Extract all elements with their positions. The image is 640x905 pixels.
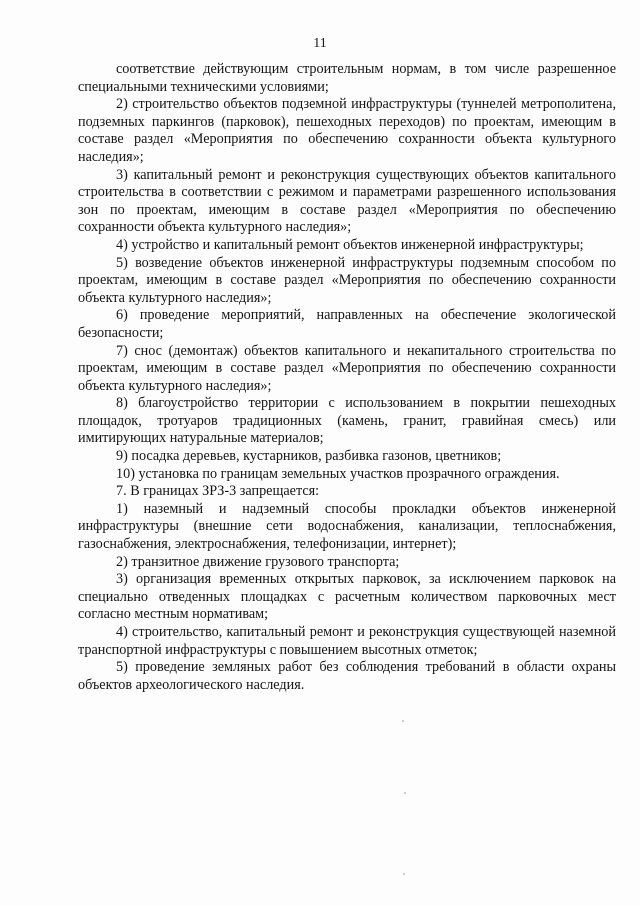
paragraph-prohibited-5: 5) проведение земляных работ без соблюдения требований в области охраны объектов археологического наследия. <box>78 659 616 693</box>
scan-artifact <box>403 873 405 875</box>
paragraph-item-5-underground-method: 5) возведение объектов инженерной инфраструктуры подземным способом по проектам, имеющим в составе раздел «Мероприятия по обеспечению сохранности объекта культурного наследия»; <box>78 254 616 306</box>
section-heading-7: 7. В границах ЗРЗ-3 запрещается: <box>116 483 320 500</box>
paragraph-item-4-engineering: 4) устройство и капитальный ремонт объектов инженерной инфраструктуры; <box>116 236 584 253</box>
scan-artifact <box>404 792 406 794</box>
paragraph-prohibited-3: 3) организация временных открытых парковок, за исключением парковок на специально отведенных площадках с расчетным количеством парковочных мест согласно местным нормативам; <box>78 571 616 623</box>
scan-artifact <box>402 720 404 722</box>
paragraph-prohibited-2: 2) транзитное движение грузового транспорта; <box>116 553 400 570</box>
document-body <box>78 61 616 694</box>
paragraph-continuation: соответствие действующим строительным нормам, в том числе разрешенное специальными техническими условиями; <box>78 61 616 95</box>
paragraph-prohibited-1: 1) наземный и надземный способы прокладки объектов инженерной инфраструктуры (внешние сети водоснабжения, канализации, теплоснабжения, газоснабжения, электроснабжения, телефонизации, интернет); <box>78 500 616 553</box>
page-number: 11 <box>313 36 327 51</box>
paragraph-item-7-demolition: 7) снос (демонтаж) объектов капитального и некапитального строительства по проектам, имеющим в составе раздел «Мероприятия по обеспечению сохранности объекта культурного наследия»; <box>78 342 616 394</box>
paragraph-item-10-fencing: 10) установка по границам земельных участков прозрачного ограждения. <box>116 465 560 482</box>
paragraph-item-8-landscaping: 8) благоустройство территории с использованием в покрытии пешеходных площадок, тротуаров традиционных (камень, гранит, гравийная смесь) или имитирующих натуральные материалов; <box>78 395 616 447</box>
paragraph-item-3-renovation: 3) капитальный ремонт и реконструкция существующих объектов капитального строительства в соответствии с режимом и параметрами разрешенного использования зон по проектам, имеющим в составе раздел «Мероприятия по обеспечению сохранности объекта культурного наследия»; <box>78 166 616 236</box>
paragraph-item-9-planting: 9) посадка деревьев, кустарников, разбивка газонов, цветников; <box>116 448 502 465</box>
paragraph-prohibited-4: 4) строительство, капитальный ремонт и реконструкция существующей наземной транспортной инфраструктуры с повышением высотных отметок; <box>78 624 616 658</box>
paragraph-item-6-ecology: 6) проведение мероприятий, направленных на обеспечение экологической безопасности; <box>78 307 616 341</box>
paragraph-item-2-underground: 2) строительство объектов подземной инфраструктуры (туннелей метрополитена, подземных паркингов (парковок), пешеходных переходов) по проектам, имеющим в составе раздел «Мероприятия по обеспечению сохранности объекта культурного наследия»; <box>78 96 616 165</box>
